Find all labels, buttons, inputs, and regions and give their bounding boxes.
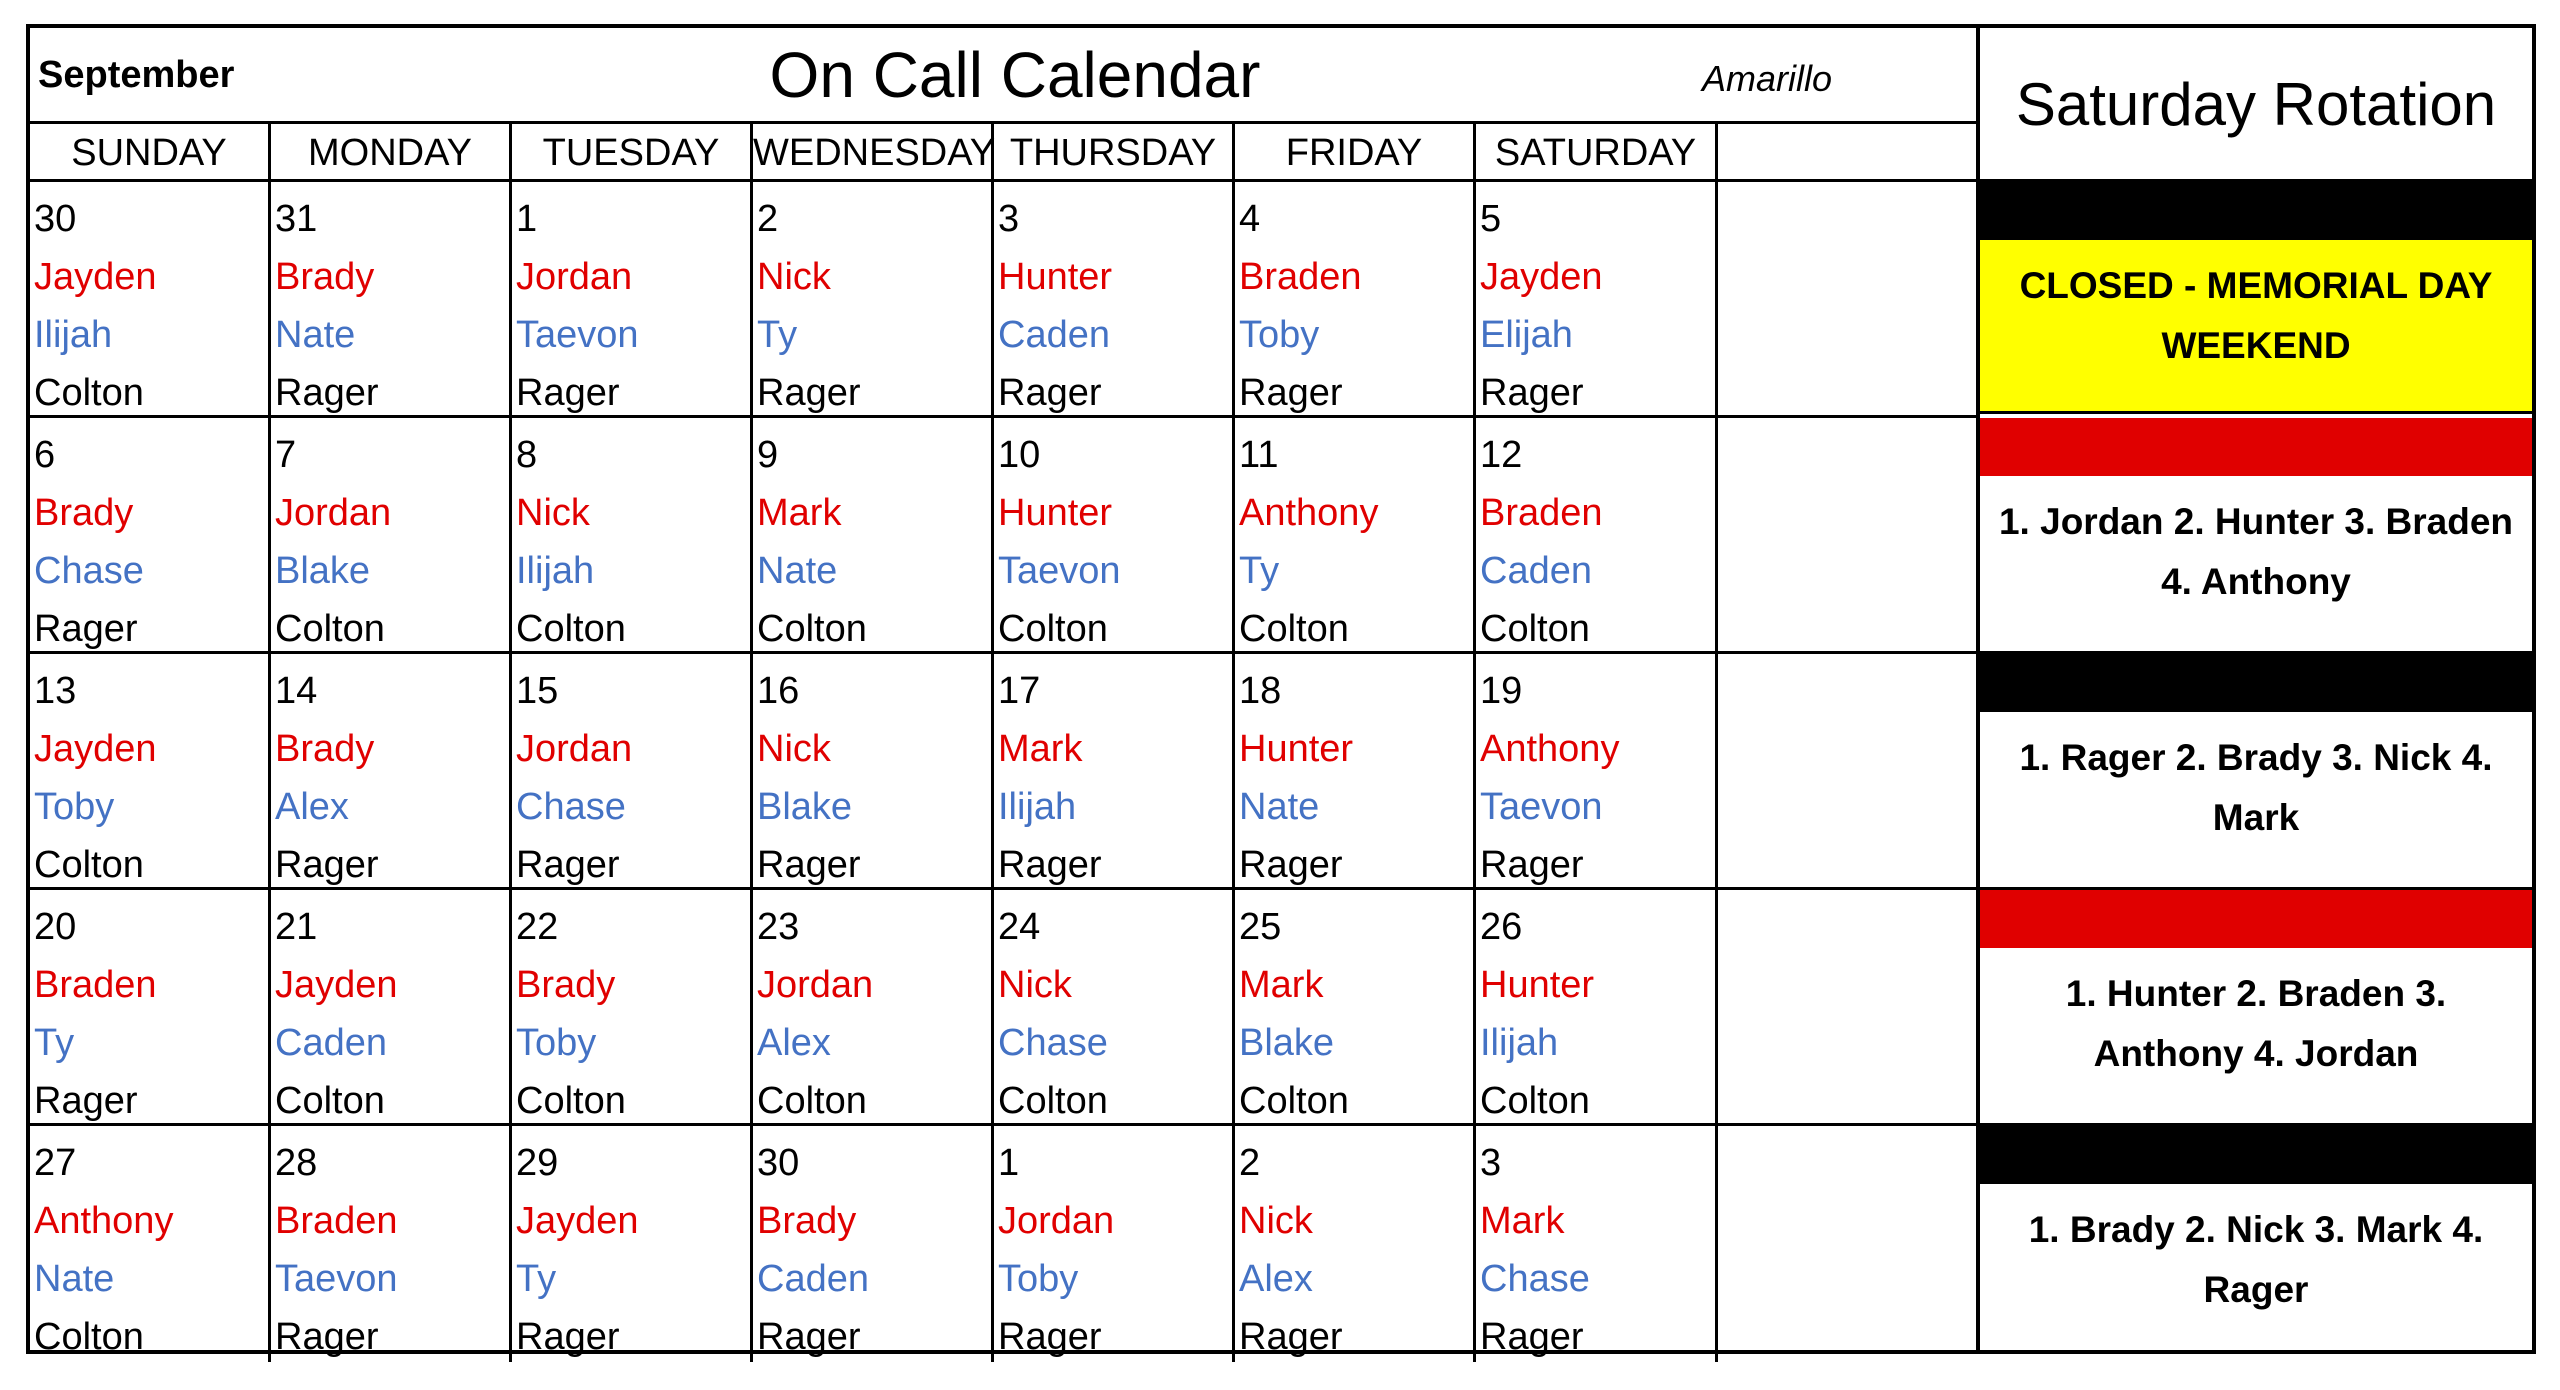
tertiary-on-call: Rager xyxy=(1239,1316,1343,1358)
calendar-day-cell xyxy=(512,182,753,415)
rotation-closed-notice: CLOSED - MEMORIAL DAY WEEKEND xyxy=(1980,240,2532,414)
primary-on-call: Mark xyxy=(1239,964,1324,1006)
day-number: 10 xyxy=(998,434,1041,476)
tertiary-on-call: Rager xyxy=(516,844,620,886)
tertiary-on-call: Colton xyxy=(1239,1080,1349,1122)
calendar-day-cell xyxy=(1235,1126,1476,1362)
primary-on-call: Anthony xyxy=(1480,728,1620,770)
day-number: 20 xyxy=(34,906,77,948)
tertiary-on-call: Rager xyxy=(757,372,861,414)
tertiary-on-call: Rager xyxy=(1480,372,1584,414)
primary-on-call: Braden xyxy=(1239,256,1362,298)
secondary-on-call: Chase xyxy=(1480,1258,1590,1300)
saturday-rotation-panel xyxy=(1976,24,2536,1354)
tertiary-on-call: Colton xyxy=(275,608,385,650)
calendar-day-cell xyxy=(1235,890,1476,1123)
calendar-day-cell xyxy=(30,890,271,1123)
day-number: 21 xyxy=(275,906,318,948)
primary-on-call: Jordan xyxy=(516,728,633,770)
primary-on-call: Mark xyxy=(1480,1200,1565,1242)
tertiary-on-call: Rager xyxy=(34,608,138,650)
day-number: 15 xyxy=(516,670,559,712)
primary-on-call: Braden xyxy=(1480,492,1603,534)
day-number: 19 xyxy=(1480,670,1523,712)
calendar-day-cell xyxy=(271,418,512,651)
secondary-on-call: Ty xyxy=(757,314,798,356)
calendar-day-cell xyxy=(512,654,753,887)
primary-on-call: Jordan xyxy=(275,492,392,534)
calendar-header xyxy=(30,28,1980,124)
tertiary-on-call: Rager xyxy=(516,1316,620,1358)
primary-on-call: Anthony xyxy=(1239,492,1379,534)
day-number: 4 xyxy=(1239,198,1261,240)
calendar-day-cell xyxy=(753,654,994,887)
secondary-on-call: Blake xyxy=(1239,1022,1335,1064)
tertiary-on-call: Rager xyxy=(275,844,379,886)
calendar-week-row xyxy=(30,1126,1980,1362)
tertiary-on-call: Rager xyxy=(1480,844,1584,886)
tertiary-on-call: Colton xyxy=(516,608,626,650)
secondary-on-call: Nate xyxy=(757,550,838,592)
calendar-day-cell xyxy=(994,890,1235,1123)
location-label: Amarillo xyxy=(1702,58,1833,99)
calendar-day-cell xyxy=(1235,418,1476,651)
tertiary-on-call: Colton xyxy=(998,608,1108,650)
day-number: 23 xyxy=(757,906,800,948)
calendar-week-row xyxy=(30,182,1980,418)
day-of-week-2: TUESDAY xyxy=(512,124,753,179)
day-number: 25 xyxy=(1239,906,1282,948)
secondary-on-call: Chase xyxy=(998,1022,1108,1064)
day-number: 1 xyxy=(998,1142,1020,1184)
day-of-week-3: WEDNESDAY xyxy=(753,124,994,179)
primary-on-call: Nick xyxy=(757,256,831,298)
rotation-divider-bar xyxy=(1980,890,2532,948)
secondary-on-call: Caden xyxy=(757,1258,869,1300)
primary-on-call: Jayden xyxy=(1480,256,1603,298)
secondary-on-call: Ty xyxy=(516,1258,557,1300)
secondary-on-call: Caden xyxy=(1480,550,1592,592)
secondary-on-call: Toby xyxy=(516,1022,597,1064)
secondary-on-call: Toby xyxy=(998,1258,1079,1300)
tertiary-on-call: Colton xyxy=(34,1316,144,1358)
day-of-week-0: SUNDAY xyxy=(30,124,271,179)
tertiary-on-call: Colton xyxy=(1480,608,1590,650)
on-call-calendar xyxy=(26,24,1980,1358)
tertiary-on-call: Rager xyxy=(516,372,620,414)
tertiary-on-call: Colton xyxy=(1480,1080,1590,1122)
tertiary-on-call: Colton xyxy=(1239,608,1349,650)
tertiary-on-call: Rager xyxy=(275,1316,379,1358)
calendar-day-cell xyxy=(753,1126,994,1362)
calendar-day-cell xyxy=(994,418,1235,651)
calendar-day-cell xyxy=(271,182,512,415)
tertiary-on-call: Colton xyxy=(516,1080,626,1122)
day-number: 13 xyxy=(34,670,77,712)
tertiary-on-call: Rager xyxy=(757,844,861,886)
calendar-day-cell xyxy=(994,1126,1235,1362)
calendar-day-cell xyxy=(30,182,271,415)
tertiary-on-call: Colton xyxy=(275,1080,385,1122)
day-number: 3 xyxy=(998,198,1020,240)
primary-on-call: Nick xyxy=(1239,1200,1313,1242)
secondary-on-call: Caden xyxy=(275,1022,387,1064)
primary-on-call: Hunter xyxy=(998,492,1113,534)
primary-on-call: Brady xyxy=(275,256,375,298)
calendar-day-cell xyxy=(1235,182,1476,415)
day-number: 2 xyxy=(757,198,779,240)
calendar-day-cell xyxy=(1476,1126,1718,1362)
rotation-divider-bar xyxy=(1980,654,2532,712)
secondary-on-call: Toby xyxy=(1239,314,1320,356)
day-number: 17 xyxy=(998,670,1041,712)
primary-on-call: Hunter xyxy=(998,256,1113,298)
secondary-on-call: Elijah xyxy=(1480,314,1573,356)
primary-on-call: Brady xyxy=(275,728,375,770)
primary-on-call: Jordan xyxy=(516,256,633,298)
secondary-on-call: Ty xyxy=(1239,550,1280,592)
secondary-on-call: Toby xyxy=(34,786,115,828)
tertiary-on-call: Colton xyxy=(757,608,867,650)
tertiary-on-call: Rager xyxy=(1239,844,1343,886)
calendar-day-cell xyxy=(753,890,994,1123)
calendar-day-cell xyxy=(1476,890,1718,1123)
secondary-on-call: Ilijah xyxy=(998,786,1077,828)
day-number: 14 xyxy=(275,670,318,712)
day-number: 29 xyxy=(516,1142,559,1184)
rotation-entry: 1. Jordan 2. Hunter 3. Braden 4. Anthony xyxy=(1980,476,2532,654)
secondary-on-call: Ilijah xyxy=(34,314,113,356)
calendar-weeks xyxy=(30,182,1980,1358)
calendar-day-cell xyxy=(271,1126,512,1362)
calendar-day-cell xyxy=(753,418,994,651)
rotation-entry: 1. Brady 2. Nick 3. Mark 4. Rager xyxy=(2028,1209,2484,1310)
primary-on-call: Jayden xyxy=(34,256,157,298)
day-number: 11 xyxy=(1239,434,1279,476)
calendar-day-cell xyxy=(512,418,753,651)
tertiary-on-call: Rager xyxy=(757,1316,861,1358)
tertiary-on-call: Colton xyxy=(34,844,144,886)
calendar-day-cell xyxy=(512,890,753,1123)
tertiary-on-call: Rager xyxy=(34,1080,138,1122)
day-number: 2 xyxy=(1239,1142,1261,1184)
secondary-on-call: Taevon xyxy=(516,314,639,356)
day-of-week-6: SATURDAY xyxy=(1476,124,1718,179)
month-label: September xyxy=(38,54,235,96)
secondary-on-call: Blake xyxy=(275,550,371,592)
secondary-on-call: Chase xyxy=(516,786,626,828)
day-number: 16 xyxy=(757,670,800,712)
day-number: 24 xyxy=(998,906,1041,948)
primary-on-call: Brady xyxy=(516,964,616,1006)
primary-on-call: Braden xyxy=(34,964,157,1006)
tertiary-on-call: Colton xyxy=(34,372,144,414)
primary-on-call: Jordan xyxy=(998,1200,1115,1242)
tertiary-on-call: Rager xyxy=(1480,1316,1584,1358)
saturday-rotation-title: Saturday Rotation xyxy=(1980,28,2532,182)
rotation-entry: 1. Hunter 2. Braden 3. Anthony 4. Jordan xyxy=(1980,948,2532,1126)
calendar-day-cell xyxy=(994,182,1235,415)
day-number: 26 xyxy=(1480,906,1523,948)
primary-on-call: Brady xyxy=(757,1200,857,1242)
primary-on-call: Jayden xyxy=(34,728,157,770)
tertiary-on-call: Rager xyxy=(998,372,1102,414)
days-of-week-row xyxy=(30,124,1980,182)
day-number: 30 xyxy=(34,198,77,240)
calendar-day-cell xyxy=(1476,654,1718,887)
secondary-on-call: Alex xyxy=(757,1022,831,1064)
day-number: 6 xyxy=(34,434,56,476)
tertiary-on-call: Colton xyxy=(998,1080,1108,1122)
secondary-on-call: Blake xyxy=(757,786,853,828)
primary-on-call: Hunter xyxy=(1239,728,1354,770)
calendar-title: On Call Calendar xyxy=(769,39,1261,111)
day-number: 7 xyxy=(275,434,297,476)
calendar-day-cell xyxy=(1235,654,1476,887)
secondary-on-call: Ty xyxy=(34,1022,75,1064)
rotation-divider-bar xyxy=(1980,418,2532,476)
secondary-on-call: Taevon xyxy=(275,1258,398,1300)
rotation-divider-bar xyxy=(1980,1126,2532,1184)
rotation-divider-bar xyxy=(1980,182,2532,240)
primary-on-call: Anthony xyxy=(34,1200,174,1242)
calendar-day-cell xyxy=(30,654,271,887)
tertiary-on-call: Rager xyxy=(275,372,379,414)
calendar-day-cell xyxy=(753,182,994,415)
tertiary-on-call: Rager xyxy=(998,1316,1102,1358)
calendar-day-cell xyxy=(271,654,512,887)
primary-on-call: Mark xyxy=(998,728,1083,770)
secondary-on-call: Nate xyxy=(34,1258,115,1300)
tertiary-on-call: Colton xyxy=(757,1080,867,1122)
rotation-entry: 1. Rager 2. Brady 3. Nick 4. Mark xyxy=(1980,712,2532,890)
day-number: 31 xyxy=(275,198,318,240)
day-number: 22 xyxy=(516,906,559,948)
secondary-on-call: Nate xyxy=(1239,786,1320,828)
day-number: 28 xyxy=(275,1142,318,1184)
day-of-week-1: MONDAY xyxy=(271,124,512,179)
primary-on-call: Nick xyxy=(757,728,831,770)
calendar-day-cell xyxy=(512,1126,753,1362)
secondary-on-call: Nate xyxy=(275,314,356,356)
secondary-on-call: Alex xyxy=(275,786,349,828)
day-number: 12 xyxy=(1480,434,1523,476)
primary-on-call: Hunter xyxy=(1480,964,1595,1006)
calendar-day-cell xyxy=(271,890,512,1123)
primary-on-call: Jayden xyxy=(516,1200,639,1242)
primary-on-call: Nick xyxy=(998,964,1072,1006)
secondary-on-call: Ilijah xyxy=(516,550,595,592)
day-number: 5 xyxy=(1480,198,1502,240)
secondary-on-call: Ilijah xyxy=(1480,1022,1559,1064)
day-number: 27 xyxy=(34,1142,77,1184)
day-of-week-4: THURSDAY xyxy=(994,124,1235,179)
day-number: 8 xyxy=(516,434,538,476)
day-number: 30 xyxy=(757,1142,800,1184)
primary-on-call: Brady xyxy=(34,492,134,534)
primary-on-call: Jordan xyxy=(757,964,874,1006)
calendar-day-cell xyxy=(1476,418,1718,651)
secondary-on-call: Taevon xyxy=(998,550,1121,592)
day-number: 9 xyxy=(757,434,779,476)
secondary-on-call: Caden xyxy=(998,314,1110,356)
primary-on-call: Mark xyxy=(757,492,842,534)
calendar-week-row xyxy=(30,890,1980,1126)
primary-on-call: Jayden xyxy=(275,964,398,1006)
calendar-day-cell xyxy=(994,654,1235,887)
calendar-week-row xyxy=(30,654,1980,890)
calendar-week-row xyxy=(30,418,1980,654)
calendar-day-cell xyxy=(1476,182,1718,415)
tertiary-on-call: Rager xyxy=(998,844,1102,886)
secondary-on-call: Taevon xyxy=(1480,786,1603,828)
secondary-on-call: Alex xyxy=(1239,1258,1313,1300)
day-number: 1 xyxy=(516,198,538,240)
calendar-day-cell xyxy=(30,1126,271,1362)
day-number: 3 xyxy=(1480,1142,1502,1184)
primary-on-call: Nick xyxy=(516,492,590,534)
day-number: 18 xyxy=(1239,670,1282,712)
primary-on-call: Braden xyxy=(275,1200,398,1242)
tertiary-on-call: Rager xyxy=(1239,372,1343,414)
secondary-on-call: Chase xyxy=(34,550,144,592)
calendar-day-cell xyxy=(30,418,271,651)
day-of-week-5: FRIDAY xyxy=(1235,124,1476,179)
